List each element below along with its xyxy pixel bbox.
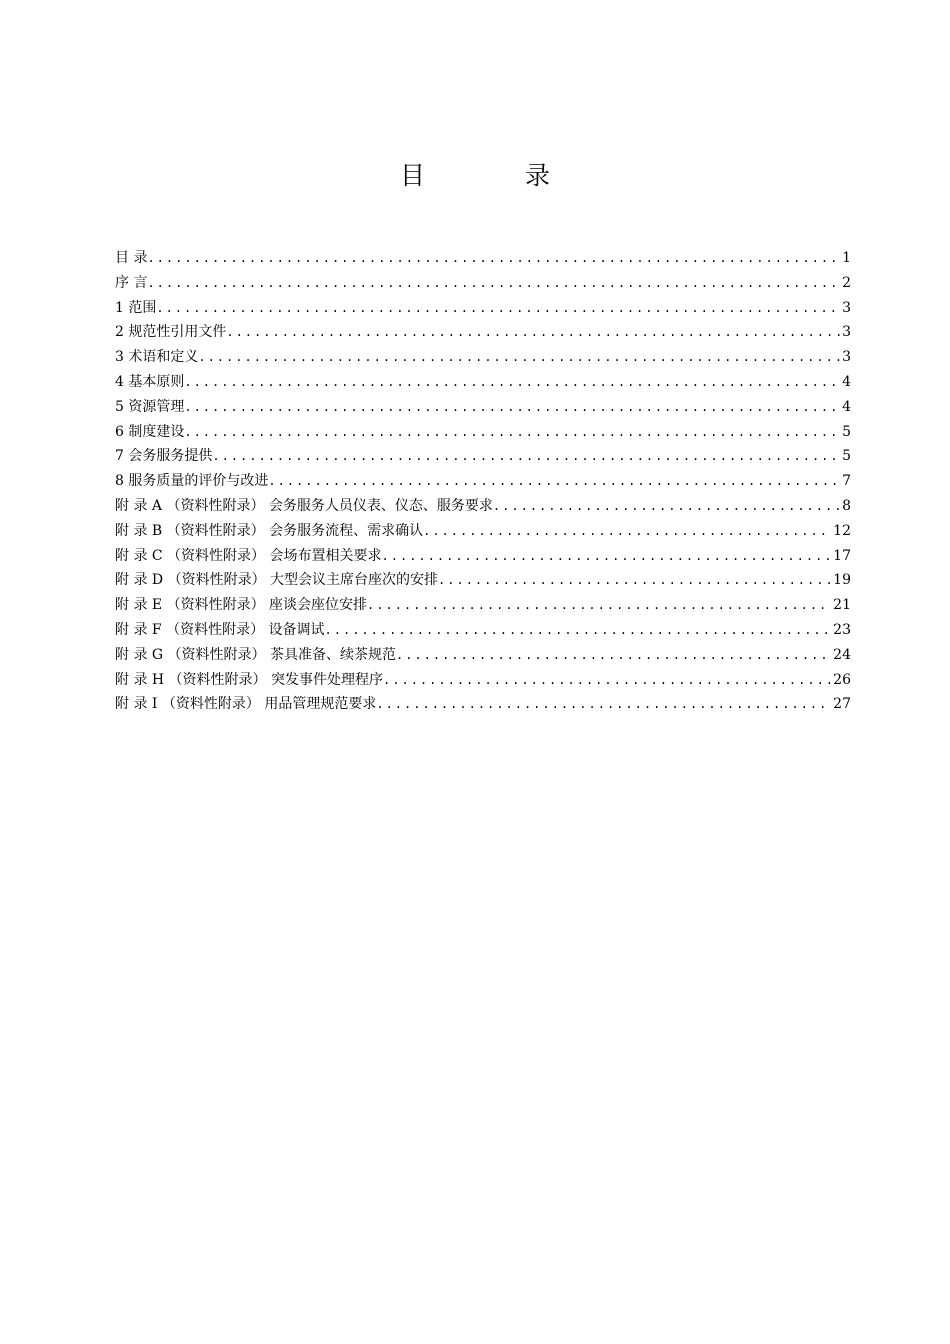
toc-entry-label: 2 规范性引用文件 bbox=[115, 324, 227, 341]
toc-entry[interactable] bbox=[115, 668, 851, 693]
toc-entry-label: 附 录 D （资料性附录） 大型会议主席台座次的安排 bbox=[115, 572, 439, 589]
toc-page-number: 19 bbox=[833, 572, 851, 589]
toc-entry-label: 7 会务服务提供 bbox=[115, 448, 213, 465]
toc-entry-label: 3 术语和定义 bbox=[115, 349, 199, 366]
dot-leader bbox=[147, 246, 840, 271]
toc-entry[interactable] bbox=[115, 320, 851, 345]
toc-entry-label: 附 录 C （资料性附录） 会场布置相关要求 bbox=[115, 547, 382, 564]
toc-page-number: 5 bbox=[842, 423, 851, 440]
toc-page-number: 4 bbox=[842, 373, 851, 390]
toc-entry-label: 附 录 F （资料性附录） 设备调试 bbox=[115, 621, 325, 638]
dot-leader bbox=[226, 320, 840, 345]
dot-leader bbox=[184, 395, 840, 420]
dot-leader bbox=[367, 593, 831, 618]
dot-leader bbox=[376, 692, 831, 717]
dot-leader bbox=[184, 420, 840, 445]
toc-entry[interactable] bbox=[115, 420, 851, 445]
table-of-contents bbox=[115, 246, 851, 717]
dot-leader bbox=[212, 444, 840, 469]
toc-entry-label: 附 录 G （资料性附录） 茶具准备、续茶规范 bbox=[115, 646, 396, 663]
toc-entry[interactable] bbox=[115, 494, 851, 519]
dot-leader bbox=[438, 568, 831, 593]
toc-page-number: 8 bbox=[842, 497, 851, 514]
toc-entry-label: 8 服务质量的评价与改进 bbox=[115, 473, 269, 490]
toc-entry-label: 附 录 A （资料性附录） 会务服务人员仪表、仪态、服务要求 bbox=[115, 497, 493, 514]
dot-leader bbox=[383, 668, 831, 693]
toc-entry[interactable] bbox=[115, 469, 851, 494]
dot-leader bbox=[268, 469, 840, 494]
toc-entry[interactable] bbox=[115, 544, 851, 569]
dot-leader bbox=[156, 296, 840, 321]
toc-entry-label: 附 录 H （资料性附录） 突发事件处理程序 bbox=[115, 671, 384, 688]
toc-entry[interactable] bbox=[115, 593, 851, 618]
toc-page-number: 3 bbox=[842, 299, 851, 316]
toc-page-number: 7 bbox=[842, 473, 851, 490]
toc-entry[interactable] bbox=[115, 568, 851, 593]
toc-entry-label: 5 资源管理 bbox=[115, 398, 185, 415]
toc-page-number: 1 bbox=[842, 250, 851, 266]
toc-entry-label: 附 录 B （资料性附录） 会务服务流程、需求确认 bbox=[115, 522, 424, 539]
toc-entry[interactable] bbox=[115, 296, 851, 321]
dot-leader bbox=[325, 618, 832, 643]
toc-entry-label: 附 录 I （资料性附录） 用品管理规范要求 bbox=[115, 696, 377, 713]
toc-entry[interactable] bbox=[115, 271, 851, 296]
toc-entry[interactable] bbox=[115, 692, 851, 717]
toc-page-number: 23 bbox=[833, 621, 851, 638]
toc-page-number: 26 bbox=[833, 671, 851, 688]
toc-page-number: 24 bbox=[833, 646, 851, 663]
toc-page-number: 21 bbox=[833, 597, 851, 614]
toc-page-number: 3 bbox=[842, 324, 851, 341]
toc-entry-label: 目 录 bbox=[115, 250, 148, 266]
toc-page-number: 5 bbox=[842, 448, 851, 465]
toc-entry[interactable] bbox=[115, 370, 851, 395]
dot-leader bbox=[396, 643, 831, 668]
toc-entry-label: 附 录 E （资料性附录） 座谈会座位安排 bbox=[115, 597, 368, 614]
dot-leader bbox=[423, 519, 831, 544]
toc-entry[interactable] bbox=[115, 643, 851, 668]
toc-entry-label: 4 基本原则 bbox=[115, 373, 185, 390]
toc-page-number: 27 bbox=[833, 696, 851, 713]
toc-page-number: 3 bbox=[842, 349, 851, 366]
page-title: 目 录 bbox=[400, 161, 596, 190]
toc-entry[interactable] bbox=[115, 345, 851, 370]
toc-entry-label: 1 范围 bbox=[115, 299, 157, 316]
dot-leader bbox=[198, 345, 840, 370]
toc-page-number: 2 bbox=[842, 274, 851, 291]
toc-page-number: 12 bbox=[833, 522, 851, 539]
toc-entry[interactable] bbox=[115, 519, 851, 544]
toc-entry[interactable] bbox=[115, 246, 851, 271]
toc-page-number: 4 bbox=[842, 398, 851, 415]
toc-entry[interactable] bbox=[115, 444, 851, 469]
toc-entry-label: 6 制度建设 bbox=[115, 423, 185, 440]
toc-entry[interactable] bbox=[115, 395, 851, 420]
dot-leader bbox=[493, 494, 840, 519]
dot-leader bbox=[184, 370, 840, 395]
dot-leader bbox=[147, 271, 840, 296]
toc-entry[interactable] bbox=[115, 618, 851, 643]
dot-leader bbox=[382, 544, 832, 569]
toc-entry-label: 序 言 bbox=[115, 274, 148, 291]
toc-page-number: 17 bbox=[833, 547, 851, 564]
